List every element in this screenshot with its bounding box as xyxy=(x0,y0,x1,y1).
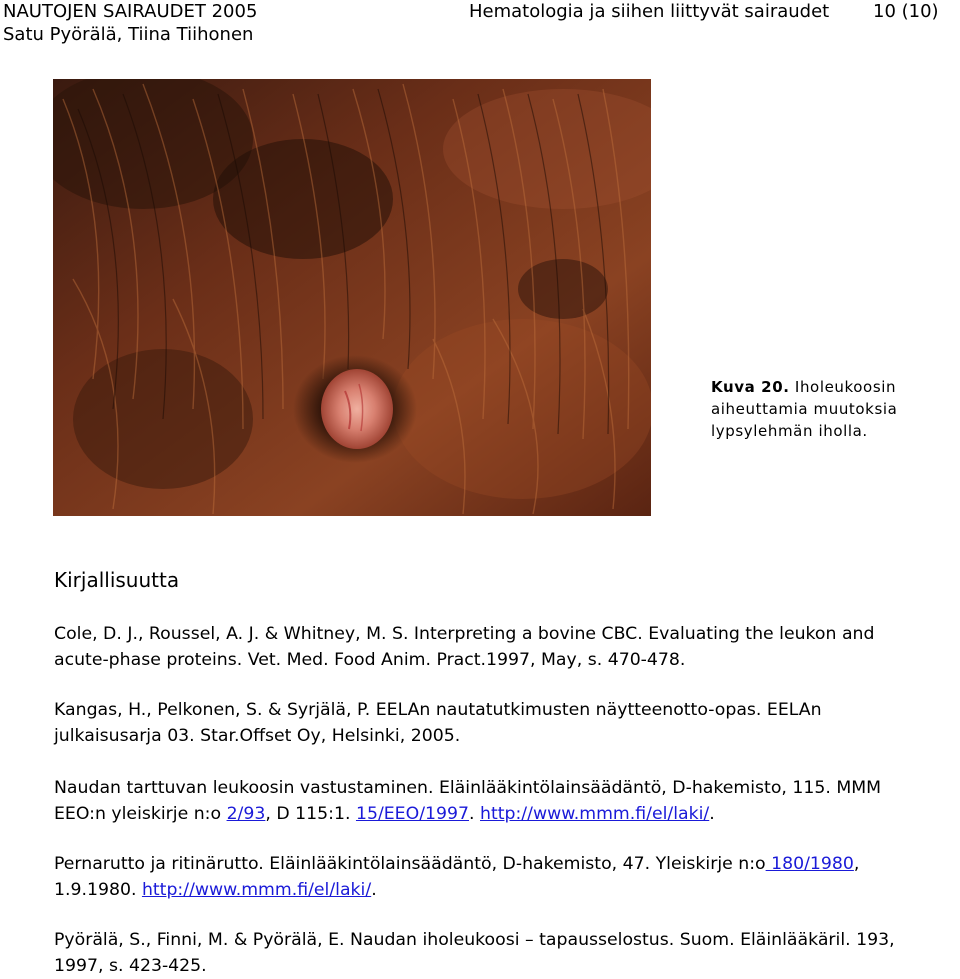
reference-item: Cole, D. J., Roussel, A. J. & Whitney, M. S. Interpreting a bovine CBC. Evaluating the leukon and acute-phase proteins. Vet. Med. Food Anim. Pract.1997, May, s. 470-478. xyxy=(54,624,875,670)
reference-text: . xyxy=(709,804,715,824)
header-authors: Satu Pyörälä, Tiina Tiihonen xyxy=(3,24,254,45)
reference-text: , 1.9.1980. xyxy=(54,854,860,900)
reference-item: Kangas, H., Pelkonen, S. & Syrjälä, P. EELAn nautatutkimusten näytteenotto-opas. EELAn julkaisusarja 03. Star.Offset Oy, Helsinki, 2005. xyxy=(54,700,822,746)
header-chapter-title: Hematologia ja siihen liittyvät sairaudet xyxy=(469,1,830,22)
reference-text: Pernarutto ja ritinärutto. Eläinlääkintölainsäädäntö, D-hakemisto, 47. Yleiskirje n:o xyxy=(54,854,766,874)
reference-link-mmm-laki[interactable]: http://www.mmm.fi/el/laki/ xyxy=(480,804,710,824)
reference-item xyxy=(54,851,934,903)
figure-caption-label: Kuva 20. xyxy=(711,378,790,396)
skin-lesion-photo xyxy=(53,79,651,516)
reference-text: Naudan tarttuvan leukoosin vastustaminen. Eläinlääkintölainsäädäntö, D-hakemisto, 115. MMM EEO:n yleiskirje n:o xyxy=(54,778,882,824)
reference-link-180-1980[interactable]: 180/1980 xyxy=(765,854,854,874)
reference-text: . xyxy=(371,880,377,900)
reference-item xyxy=(54,775,934,827)
references-heading: Kirjallisuutta xyxy=(54,568,180,592)
reference-link-2-93[interactable]: 2/93 xyxy=(226,804,266,824)
header-course-title: NAUTOJEN SAIRAUDET 2005 xyxy=(3,1,258,22)
figure-caption xyxy=(711,376,951,442)
reference-link-15-eeo-1997[interactable]: 15/EEO/1997 xyxy=(355,804,470,824)
reference-link-mmm-laki[interactable]: http://www.mmm.fi/el/laki/ xyxy=(141,880,372,900)
reference-text: , D 115:1. xyxy=(265,804,356,824)
reference-text: . xyxy=(469,804,481,824)
reference-item: Pyörälä, S., Finni, M. & Pyörälä, E. Naudan iholeukoosi – tapausselostus. Suom. Eläinlääkäril. 193, 1997, s. 423-425. xyxy=(54,930,895,976)
figure-caption-text: Iholeukoosin aiheuttamia muutoksia lypsylehmän iholla. xyxy=(711,378,898,440)
header-page-number: 10 (10) xyxy=(873,1,939,22)
